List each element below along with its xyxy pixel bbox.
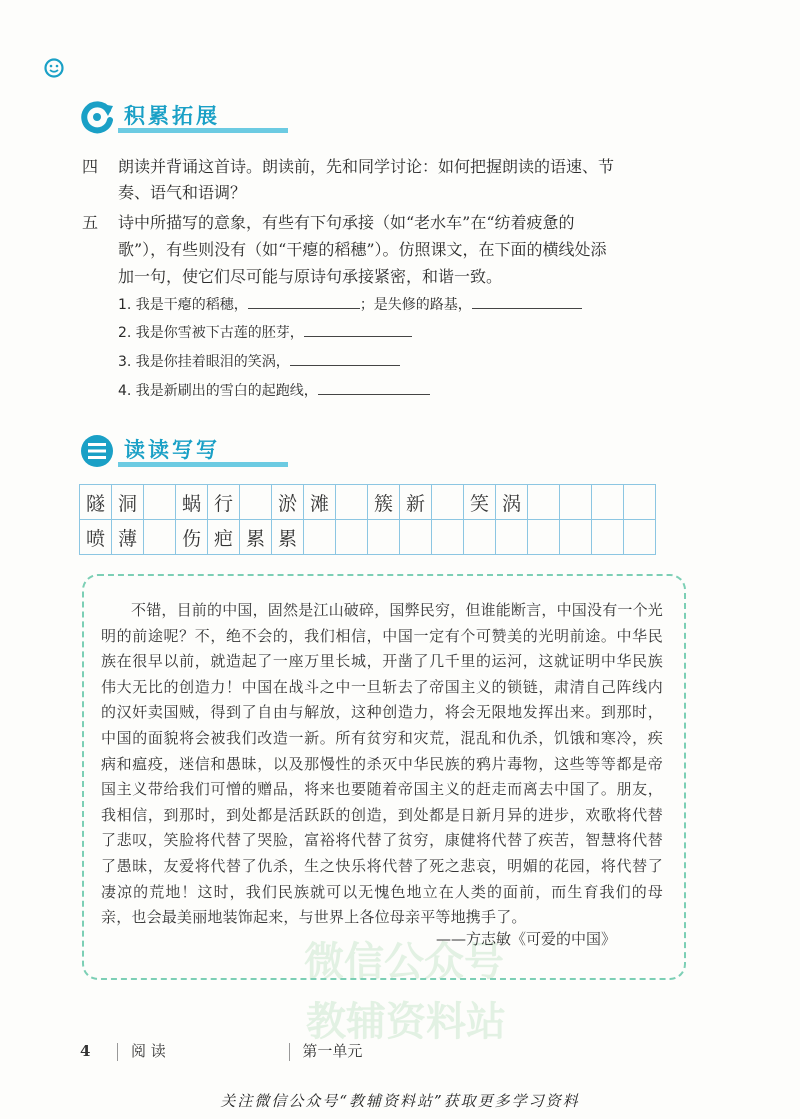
grid-cell (591, 484, 624, 520)
grid-cell: 累 (271, 519, 304, 555)
grid-cell (431, 484, 464, 520)
section-header-accumulate (78, 98, 308, 138)
question-5-line-1: 五 诗中所描写的意象，有些有下句承接（如“老水车”在“纺着疲惫的 (82, 210, 575, 236)
grid-row-1 (80, 484, 656, 520)
list-lines-icon (78, 432, 116, 470)
section-title: 积累拓展 (124, 104, 220, 128)
question-number: 四 (82, 157, 99, 176)
grid-cell (559, 519, 592, 555)
fill-item-2: 2. 我是你雪被下古莲的胚芽， (118, 322, 412, 342)
grid-cell: 累 (239, 519, 272, 555)
answer-blank[interactable] (472, 294, 582, 309)
grid-cell: 疤 (207, 519, 240, 555)
grid-cell: 新 (399, 484, 432, 520)
grid-cell: 滩 (303, 484, 336, 520)
footer-section: 阅 读 (131, 1042, 166, 1060)
grid-cell: 淤 (271, 484, 304, 520)
grid-cell (495, 519, 528, 555)
grid-cell (623, 484, 656, 520)
question-4-line-2: 奏、语气和语调？ (118, 183, 247, 202)
fill-item-1: 1. 我是干瘪的稻穗， ；是失修的路基， (118, 294, 582, 314)
question-number: 五 (82, 213, 99, 232)
grid-cell (239, 484, 272, 520)
writing-grid (80, 484, 656, 555)
grid-cell (527, 484, 560, 520)
answer-blank[interactable] (290, 351, 400, 366)
answer-blank[interactable] (304, 322, 412, 337)
question-5-line-3: 加一句，使它们尽可能与原诗句承接紧密，和谐一致。 (118, 267, 503, 286)
watermark-line-2: 教辅资料站 (306, 999, 506, 1045)
grid-cell (335, 484, 368, 520)
grid-cell (303, 519, 336, 555)
grid-cell (399, 519, 432, 555)
reading-passage: 不错，目前的中国，固然是江山破碎，国弊民穷，但谁能断言，中国没有一个光明的前途呢？不，绝不会的，我们相信，中国一定有个可赞美的光明前途。中华民族在很早以前，就造起了一座万里长城，开凿了几千里的运河，这就证明中华民族伟大无比的创造力！中国在战斗之中一旦斩去了帝国主义的锁链，肃清自己阵线内的汉奸卖国贼，得到了自由与解放，这种创造力，将会无限地发挥出来。到那时，中国的面貌将会被我们改造一新。所有贫穷和灾荒，混乱和仇杀，饥饿和寒冷，疾病和瘟疫，迷信和愚昧，以及那慢性的杀灭中华民族的鸦片毒物，这些等等都是帝国主义带给我们可憎的赠品，将来也要随着帝国主义的赶走而离去中国了。朋友，我相信，到那时，到处都是活跃跃的创造，到处都是日新月异的进步，欢歌将代替了悲叹，笑脸将代替了哭脸，富裕将代替了贫穷，康健将代替了疾苦，智慧将代替了愚昧，友爱将代替了仇杀，生之快乐将代替了死之悲哀，明媚的花园，将代替了凄凉的荒地！这时，我们民族就可以无愧色地立在人类的面前，而生育我们的母亲，也会最美丽地装饰起来，与世界上各位母亲平等地携手了。 (101, 601, 664, 927)
grid-cell: 喷 (79, 519, 112, 555)
grid-cell (143, 484, 176, 520)
page-footer (80, 1040, 362, 1061)
section-title: 读读写写 (124, 438, 220, 462)
footer-unit: 第一单元 (302, 1042, 363, 1060)
grid-cell (463, 519, 496, 555)
bottom-note: 关注微信公众号“教辅资料站”获取更多学习资料 (220, 1092, 580, 1110)
grid-cell: 行 (207, 484, 240, 520)
fill-item-4: 4. 我是新刷出的雪白的起跑线， (118, 380, 430, 400)
grid-cell (591, 519, 624, 555)
grid-cell: 笑 (463, 484, 496, 520)
footer-divider (289, 1043, 290, 1061)
passage-source: ——方志敏《可爱的中国》 (436, 930, 617, 948)
grid-row-2 (80, 519, 656, 555)
grid-cell: 薄 (111, 519, 144, 555)
grid-cell (335, 519, 368, 555)
grid-cell: 伤 (175, 519, 208, 555)
grid-cell (559, 484, 592, 520)
smiley-icon (44, 58, 64, 78)
grid-cell: 蜗 (175, 484, 208, 520)
grid-cell (431, 519, 464, 555)
grid-cell: 隧 (79, 484, 112, 520)
watermark-line-1: 微信公众号 (304, 939, 504, 985)
grid-cell: 涡 (495, 484, 528, 520)
grid-cell (367, 519, 400, 555)
fill-item-3: 3. 我是你挂着眼泪的笑涡， (118, 351, 400, 371)
grid-cell: 洞 (111, 484, 144, 520)
grid-cell: 簇 (367, 484, 400, 520)
question-5-line-2: 歌”），有些则没有（如“干瘪的稻穗”）。仿照课文，在下面的横线处添 (118, 240, 607, 259)
question-4-line-1: 四 朗读并背诵这首诗。朗读前，先和同学讨论：如何把握朗读的语速、节 (82, 154, 614, 180)
grid-cell (527, 519, 560, 555)
page-number: 4 (80, 1042, 91, 1060)
grid-cell (143, 519, 176, 555)
grid-cell (623, 519, 656, 555)
footer-divider (117, 1043, 118, 1061)
answer-blank[interactable] (248, 294, 360, 309)
section-header-read-write (78, 432, 308, 472)
refresh-arrow-icon (78, 98, 116, 136)
answer-blank[interactable] (318, 380, 430, 395)
